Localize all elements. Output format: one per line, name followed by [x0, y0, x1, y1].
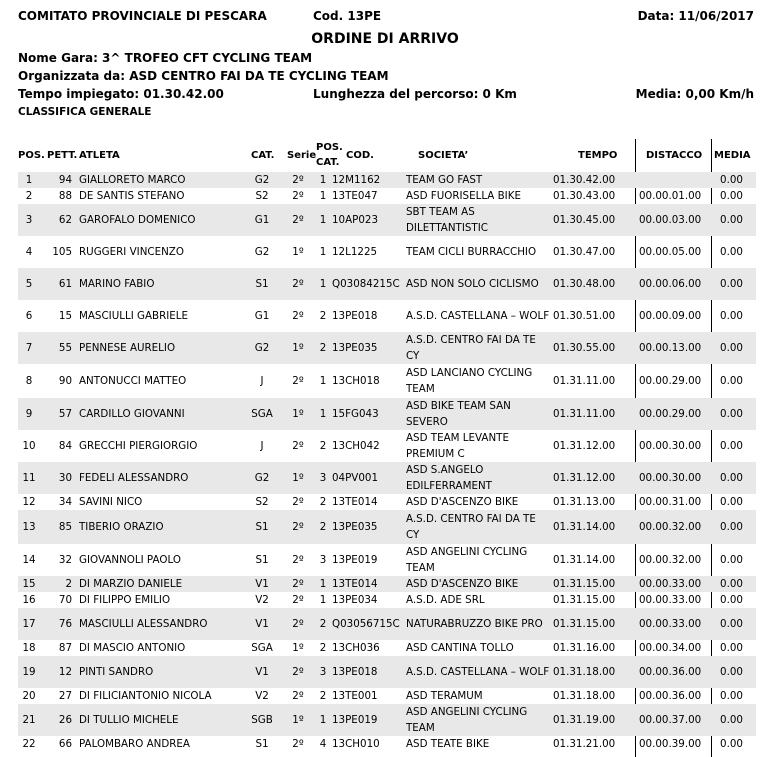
- cell-distacco: 00.00.33.00: [633, 576, 707, 592]
- cell-tempo: 01.30.55.00: [551, 332, 633, 364]
- cell-pos: 2: [25, 190, 33, 202]
- cell-pett: 66: [58, 738, 72, 750]
- cell-media: 0.00: [720, 496, 743, 508]
- cell-societa: A.S.D. CENTRO FAI DA TE CY: [404, 510, 551, 544]
- table-row: [18, 736, 756, 752]
- cell-pett: 70: [58, 594, 72, 606]
- cell-atleta: DI FILIPPO EMILIO: [79, 594, 171, 606]
- table-row: [18, 544, 756, 576]
- cell-distacco: 00.00.05.00: [639, 246, 702, 258]
- col-distacco: DISTACCO: [646, 150, 703, 161]
- cell-societa: A.S.D. CENTRO FAI DA TE CY: [404, 332, 551, 364]
- cell-serie: 2º: [292, 310, 304, 322]
- cell-serie: 2º: [282, 656, 314, 688]
- table-row: [18, 268, 756, 300]
- cell-pett: 55: [40, 332, 72, 364]
- cell-societa: ASD D'ASCENZO BIKE: [404, 576, 551, 592]
- cell-tempo: 01.31.14.00: [553, 554, 616, 566]
- cell-pos: 14: [22, 554, 36, 566]
- cell-cod: 13PE034: [332, 594, 378, 606]
- cell-distacco: 00.00.29.00: [639, 375, 702, 387]
- table-row: [18, 640, 756, 656]
- cell-pos: 8: [25, 375, 33, 387]
- cell-pos: 20: [22, 690, 36, 702]
- cell-atleta: SAVINI NICO: [79, 496, 143, 508]
- cell-cat: G2: [242, 172, 282, 188]
- cell-distacco: 00.00.09.00: [639, 310, 702, 322]
- cell-societa: TEAM CICLI BURRACCHIO: [406, 246, 537, 258]
- cell-media: 0.00: [707, 704, 756, 736]
- table-row: [18, 300, 756, 332]
- table-row: [18, 188, 756, 204]
- cell-poscat: 4: [319, 738, 327, 750]
- cell-media: 0.00: [707, 462, 756, 494]
- race-date: Data: 11/06/2017: [637, 9, 754, 23]
- cell-societa: ASD TEAM LEVANTE PREMIUM C: [406, 432, 509, 460]
- cell-atleta: DI MASCIO ANTONIO: [79, 642, 186, 654]
- cell-cod: 04PV001: [332, 462, 404, 494]
- cell-tempo: 01.31.21.00: [553, 738, 616, 750]
- cell-pos: 22: [22, 738, 36, 750]
- cell-tempo: 01.31.11.00: [551, 398, 633, 430]
- cell-tempo: 01.31.19.00: [551, 704, 633, 736]
- cell-pett: 61: [40, 268, 72, 300]
- table-row: [18, 494, 756, 510]
- cell-tempo: 01.30.51.00: [553, 310, 616, 322]
- cell-poscat: 3: [319, 554, 327, 566]
- cell-pos: 12: [22, 496, 36, 508]
- cell-pett: 15: [58, 310, 72, 322]
- cell-pos: 6: [25, 310, 33, 322]
- cell-tempo: 01.30.45.00: [551, 204, 633, 236]
- cell-poscat: 1: [319, 190, 327, 202]
- cell-serie: 1º: [282, 462, 314, 494]
- cell-pett: 87: [58, 642, 72, 654]
- cell-tempo: 01.31.15.00: [551, 608, 633, 640]
- cell-cat: G1: [254, 310, 270, 322]
- table-row: [18, 576, 756, 592]
- cell-serie: 2º: [282, 608, 314, 640]
- cell-cod: 10AP023: [332, 204, 404, 236]
- cell-atleta: FEDELI ALESSANDRO: [72, 462, 242, 494]
- cell-poscat: 2: [314, 332, 332, 364]
- cell-cod: 13CH036: [332, 642, 380, 654]
- cell-atleta: ANTONUCCI MATTEO: [79, 375, 187, 387]
- course-length: Lunghezza del percorso: 0 Km: [313, 87, 517, 101]
- cell-pos: 11: [18, 462, 40, 494]
- cell-tempo: 01.30.47.00: [553, 246, 616, 258]
- cell-cod: 13PE018: [332, 656, 404, 688]
- cell-tempo: 01.31.12.00: [553, 440, 616, 452]
- cell-cod: 12M1162: [332, 172, 404, 188]
- cell-serie: 1º: [292, 246, 304, 258]
- cell-societa: ASD ANGELINI CYCLING TEAM: [406, 546, 528, 574]
- cell-cat: SGA: [242, 398, 282, 430]
- cell-distacco: 00.00.30.00: [633, 462, 707, 494]
- cell-atleta: GRECCHI PIERGIORGIO: [79, 440, 198, 452]
- elapsed-time: Tempo impiegato: 01.30.42.00: [18, 87, 224, 101]
- cell-tempo: 01.31.15.00: [553, 594, 616, 606]
- cell-poscat: 2: [319, 440, 327, 452]
- cell-poscat: 2: [319, 496, 327, 508]
- cell-societa: ASD FUORISELLA BIKE: [406, 190, 521, 202]
- cell-media: 0.00: [720, 554, 743, 566]
- cell-pos: 18: [22, 642, 36, 654]
- cell-pos: 10: [22, 440, 36, 452]
- cell-pos: 3: [18, 204, 40, 236]
- col-pos: POS.: [18, 150, 45, 161]
- cell-pos: 15: [18, 576, 40, 592]
- table-row: [18, 608, 756, 640]
- cell-poscat: 1: [314, 172, 332, 188]
- cell-atleta: DE SANTIS STEFANO: [79, 190, 185, 202]
- cell-cat: S1: [255, 738, 269, 750]
- col-serie: Serie: [287, 150, 317, 161]
- cell-societa: NATURABRUZZO BIKE PRO: [404, 608, 551, 640]
- cell-serie: 1º: [282, 398, 314, 430]
- table-row: [18, 364, 756, 398]
- col-media: MEDIA: [714, 150, 751, 161]
- cell-atleta: PENNESE AURELIO: [72, 332, 242, 364]
- cell-cod: 13TE047: [332, 190, 378, 202]
- cell-media: 0.00: [707, 656, 756, 688]
- table-row: [18, 462, 756, 494]
- col-cat: CAT.: [251, 150, 275, 161]
- cell-societa: SBT TEAM AS DILETTANTISTIC: [404, 204, 551, 236]
- cell-cod: Q03056715C: [332, 608, 404, 640]
- cell-cat: G2: [242, 332, 282, 364]
- cell-media: 0.00: [707, 510, 756, 544]
- cell-serie: 2º: [292, 496, 304, 508]
- cell-media: 0.00: [707, 608, 756, 640]
- cell-pos: 21: [18, 704, 40, 736]
- race-name: Nome Gara: 3^ TROFEO CFT CYCLING TEAM: [18, 51, 313, 65]
- cell-poscat: 1: [319, 375, 327, 387]
- cell-cod: Q03084215C: [332, 268, 404, 300]
- cell-distacco: 00.00.32.00: [639, 554, 702, 566]
- cell-atleta: GIOVANNOLI PAOLO: [79, 554, 181, 566]
- cell-distacco: 00.00.13.00: [633, 332, 707, 364]
- cell-pett: 76: [40, 608, 72, 640]
- race-code: Cod. 13PE: [313, 9, 382, 23]
- cell-poscat: 1: [314, 268, 332, 300]
- table-row: [18, 236, 756, 268]
- table-row: [18, 704, 756, 736]
- cell-atleta: RUGGERI VINCENZO: [79, 246, 184, 258]
- cell-cat: S2: [255, 190, 269, 202]
- col-poscat-line2: CAT.: [316, 157, 340, 168]
- cell-poscat: 2: [319, 310, 327, 322]
- col-atleta: ATLETA: [79, 150, 120, 161]
- cell-distacco: 00.00.30.00: [639, 440, 702, 452]
- cell-pos: 16: [22, 594, 36, 606]
- cell-pett: 84: [58, 440, 72, 452]
- cell-cod: 13PE035: [332, 510, 404, 544]
- cell-poscat: 1: [314, 398, 332, 430]
- cell-distacco: 00.00.32.00: [633, 510, 707, 544]
- cell-distacco: 00.00.39.00: [639, 738, 702, 750]
- cell-distacco: 00.00.34.00: [639, 642, 702, 654]
- cell-atleta: TIBERIO ORAZIO: [72, 510, 242, 544]
- cell-serie: 1º: [292, 642, 304, 654]
- cell-atleta: DI TULLIO MICHELE: [72, 704, 242, 736]
- cell-cat: S1: [242, 510, 282, 544]
- cell-cat: G2: [242, 462, 282, 494]
- table-row: [18, 430, 756, 462]
- col-cod: COD.: [346, 150, 374, 161]
- table-row: [18, 688, 756, 704]
- cell-pett: 57: [40, 398, 72, 430]
- cell-atleta: GAROFALO DOMENICO: [72, 204, 242, 236]
- cell-cod: 13PE019: [332, 704, 404, 736]
- cell-pett: 2: [40, 576, 72, 592]
- cell-pos: 13: [18, 510, 40, 544]
- cell-cat: V1: [242, 608, 282, 640]
- ranking-label: CLASSIFICA GENERALE: [18, 106, 152, 118]
- cell-societa: TEAM GO FAST: [404, 172, 551, 188]
- cell-poscat: 2: [319, 690, 327, 702]
- cell-pett: 94: [40, 172, 72, 188]
- cell-media: 0.00: [707, 332, 756, 364]
- cell-tempo: 01.30.43.00: [553, 190, 616, 202]
- cell-serie: 2º: [292, 190, 304, 202]
- cell-serie: 2º: [292, 738, 304, 750]
- col-tempo: TEMPO: [578, 150, 618, 161]
- cell-poscat: 1: [314, 704, 332, 736]
- cell-cod: 13PE019: [332, 554, 378, 566]
- cell-cat: V2: [255, 594, 269, 606]
- cell-serie: 2º: [282, 172, 314, 188]
- cell-cat: G2: [254, 246, 270, 258]
- cell-atleta: PALOMBARO ANDREA: [79, 738, 190, 750]
- average-speed: Media: 0,00 Km/h: [635, 87, 754, 101]
- cell-media: 0.00: [720, 594, 743, 606]
- cell-distacco: 00.00.33.00: [633, 608, 707, 640]
- cell-tempo: 01.30.42.00: [551, 172, 633, 188]
- cell-serie: 2º: [292, 594, 304, 606]
- table-row: [18, 332, 756, 364]
- cell-societa: A.S.D. ADE SRL: [406, 594, 485, 606]
- cell-cod: 13CH042: [332, 440, 380, 452]
- cell-media: 0.00: [720, 310, 743, 322]
- cell-serie: 2º: [292, 375, 304, 387]
- cell-serie: 2º: [292, 440, 304, 452]
- cell-societa: A.S.D. CASTELLANA – WOLF: [406, 310, 550, 322]
- committee-name: COMITATO PROVINCIALE DI PESCARA: [18, 9, 267, 23]
- cell-poscat: 1: [314, 576, 332, 592]
- cell-tempo: 01.31.12.00: [551, 462, 633, 494]
- cell-societa: ASD TERAMUM: [406, 690, 483, 702]
- table-row: [18, 398, 756, 430]
- cell-serie: 2º: [292, 690, 304, 702]
- cell-atleta: DI MARZIO DANIELE: [72, 576, 242, 592]
- cell-poscat: 2: [314, 510, 332, 544]
- cell-serie: 1º: [282, 704, 314, 736]
- cell-cod: 15FG043: [332, 398, 404, 430]
- cell-cat: J: [260, 375, 264, 387]
- cell-atleta: MASCIULLI ALESSANDRO: [72, 608, 242, 640]
- cell-societa: ASD NON SOLO CICLISMO: [404, 268, 551, 300]
- cell-cat: S2: [255, 496, 269, 508]
- cell-cat: J: [260, 440, 264, 452]
- cell-societa: ASD ANGELINI CYCLING TEAM: [404, 704, 551, 736]
- cell-media: 0.00: [720, 690, 743, 702]
- cell-cat: V2: [255, 690, 269, 702]
- cell-pos: 4: [25, 246, 33, 258]
- cell-poscat: 2: [314, 608, 332, 640]
- cell-societa: ASD D'ASCENZO BIKE: [406, 496, 519, 508]
- table-row: [18, 172, 756, 188]
- cell-distacco: 00.00.37.00: [633, 704, 707, 736]
- cell-media: 0.00: [720, 642, 743, 654]
- cell-atleta: PINTI SANDRO: [72, 656, 242, 688]
- cell-pett: 62: [40, 204, 72, 236]
- cell-distacco: 00.00.06.00: [633, 268, 707, 300]
- cell-distacco: [633, 172, 707, 188]
- col-societa: SOCIETA’: [418, 150, 469, 161]
- cell-atleta: MASCIULLI GABRIELE: [79, 310, 189, 322]
- cell-cod: 13CH018: [332, 375, 380, 387]
- cell-distacco: 00.00.01.00: [639, 190, 702, 202]
- cell-pos: 9: [18, 398, 40, 430]
- cell-tempo: 01.30.48.00: [551, 268, 633, 300]
- cell-serie: 2º: [282, 204, 314, 236]
- cell-poscat: 3: [314, 462, 332, 494]
- cell-serie: 2º: [282, 510, 314, 544]
- cell-media: 0.00: [707, 172, 756, 188]
- cell-atleta: MARINO FABIO: [72, 268, 242, 300]
- cell-media: 0.00: [707, 398, 756, 430]
- cell-media: 0.00: [720, 190, 743, 202]
- cell-pett: 88: [58, 190, 72, 202]
- cell-tempo: 01.31.14.00: [551, 510, 633, 544]
- cell-media: 0.00: [720, 246, 743, 258]
- cell-cod: 13PE035: [332, 332, 404, 364]
- cell-cat: S1: [255, 554, 269, 566]
- cell-societa: ASD TEATE BIKE: [406, 738, 490, 750]
- page-title: ORDINE DI ARRIVO: [311, 31, 459, 47]
- table-row: [18, 510, 756, 544]
- cell-pett: 32: [58, 554, 72, 566]
- cell-pos: 17: [18, 608, 40, 640]
- organizer: Organizzata da: ASD CENTRO FAI DA TE CYCLING TEAM: [18, 69, 389, 83]
- cell-cat: SGB: [242, 704, 282, 736]
- cell-media: 0.00: [720, 375, 743, 387]
- table-row: [18, 592, 756, 608]
- cell-poscat: 1: [314, 204, 332, 236]
- col-poscat-line1: POS.: [316, 142, 343, 153]
- cell-pett: 26: [40, 704, 72, 736]
- cell-serie: 2º: [282, 576, 314, 592]
- cell-distacco: 00.00.33.00: [639, 594, 702, 606]
- cell-pos: 1: [18, 172, 40, 188]
- cell-media: 0.00: [707, 268, 756, 300]
- cell-serie: 2º: [282, 268, 314, 300]
- table-row: [18, 204, 756, 236]
- cell-atleta: DI FILICIANTONIO NICOLA: [79, 690, 212, 702]
- results-table: [18, 172, 756, 752]
- cell-distacco: 00.00.03.00: [633, 204, 707, 236]
- cell-pett: 12: [40, 656, 72, 688]
- cell-societa: ASD S.ANGELO EDILFERRAMENT: [404, 462, 551, 494]
- cell-cat: G1: [242, 204, 282, 236]
- cell-poscat: 1: [319, 594, 327, 606]
- cell-cod: 13PE018: [332, 310, 378, 322]
- cell-media: 0.00: [707, 576, 756, 592]
- cell-pett: 85: [40, 510, 72, 544]
- cell-distacco: 00.00.36.00: [639, 690, 702, 702]
- cell-atleta: GIALLORETO MARCO: [72, 172, 242, 188]
- cell-cat: V1: [242, 576, 282, 592]
- cell-societa: ASD BIKE TEAM SAN SEVERO: [404, 398, 551, 430]
- cell-cod: 13TE001: [332, 690, 378, 702]
- cell-cod: 13TE014: [332, 576, 404, 592]
- cell-distacco: 00.00.36.00: [633, 656, 707, 688]
- cell-cod: 13TE014: [332, 496, 378, 508]
- cell-pos: 19: [18, 656, 40, 688]
- cell-tempo: 01.31.13.00: [553, 496, 616, 508]
- cell-poscat: 3: [314, 656, 332, 688]
- cell-cat: SGA: [251, 642, 273, 654]
- cell-societa: A.S.D. CASTELLANA – WOLF: [404, 656, 551, 688]
- cell-pos: 7: [18, 332, 40, 364]
- cell-pett: 27: [58, 690, 72, 702]
- cell-tempo: 01.31.11.00: [553, 375, 616, 387]
- cell-cat: V1: [242, 656, 282, 688]
- cell-poscat: 2: [319, 642, 327, 654]
- cell-pett: 30: [40, 462, 72, 494]
- cell-poscat: 1: [319, 246, 327, 258]
- cell-cod: 12L1225: [332, 246, 378, 258]
- cell-cod: 13CH010: [332, 738, 380, 750]
- cell-cat: S1: [242, 268, 282, 300]
- table-row: [18, 656, 756, 688]
- cell-societa: ASD LANCIANO CYCLING TEAM: [406, 367, 533, 395]
- cell-serie: 2º: [292, 554, 304, 566]
- col-pett: PETT.: [47, 150, 78, 161]
- cell-pett: 34: [58, 496, 72, 508]
- cell-atleta: CARDILLO GIOVANNI: [72, 398, 242, 430]
- cell-distacco: 00.00.29.00: [633, 398, 707, 430]
- cell-pett: 90: [58, 375, 72, 387]
- cell-pett: 105: [52, 246, 72, 258]
- cell-distacco: 00.00.31.00: [639, 496, 702, 508]
- cell-tempo: 01.31.18.00: [553, 690, 616, 702]
- cell-societa: ASD CANTINA TOLLO: [406, 642, 514, 654]
- cell-pos: 5: [18, 268, 40, 300]
- cell-tempo: 01.31.16.00: [553, 642, 616, 654]
- cell-media: 0.00: [707, 204, 756, 236]
- cell-tempo: 01.31.15.00: [551, 576, 633, 592]
- cell-media: 0.00: [720, 440, 743, 452]
- cell-media: 0.00: [720, 738, 743, 750]
- cell-tempo: 01.31.18.00: [551, 656, 633, 688]
- cell-serie: 1º: [282, 332, 314, 364]
